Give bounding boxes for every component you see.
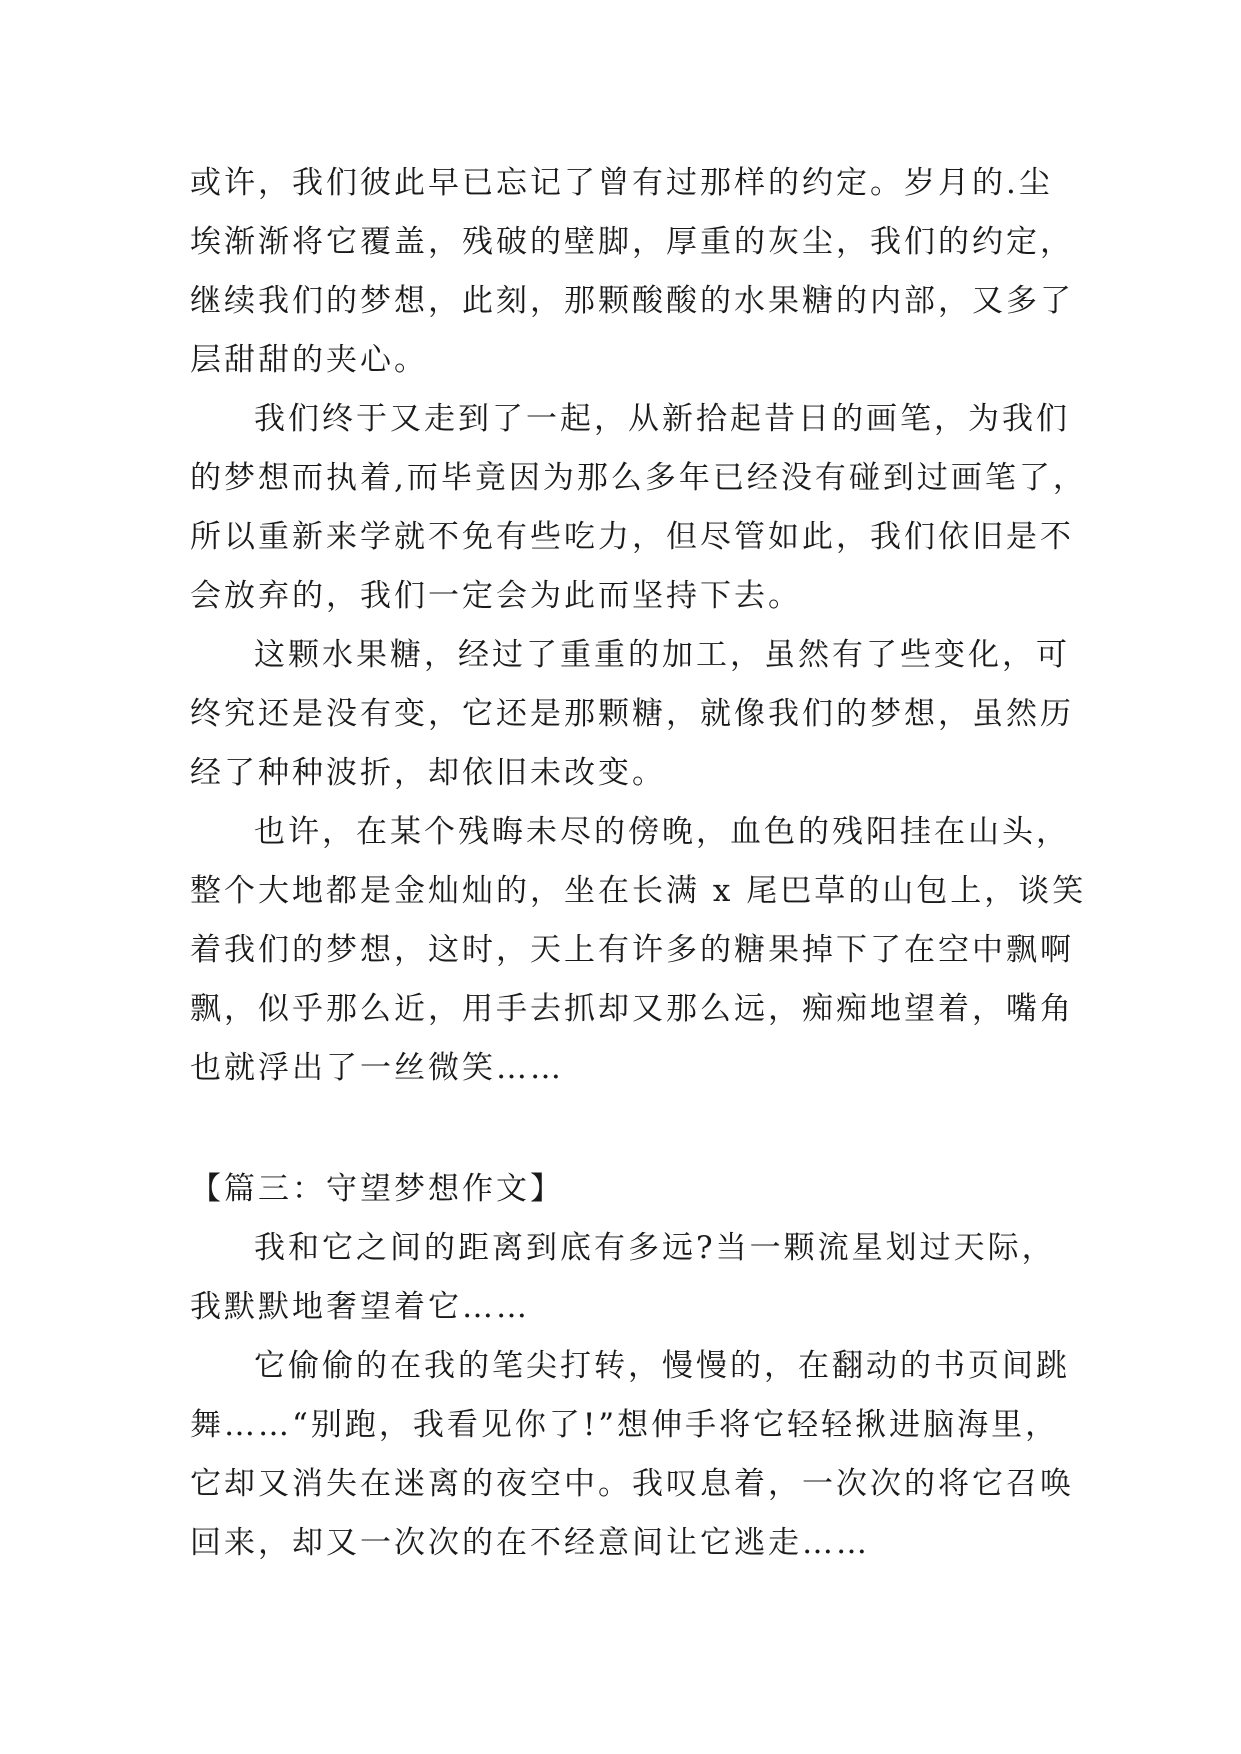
paragraph-line: 也许，在某个残晦未尽的傍晚，血色的残阳挂在山头， <box>254 814 1070 850</box>
paragraph-line: 它偷偷的在我的笔尖打转，慢慢的，在翻动的书页间跳 <box>254 1348 1070 1384</box>
paragraph-1 <box>190 154 1074 390</box>
paragraph-4 <box>190 803 1087 1098</box>
paragraph-line: 或许，我们彼此早已忘记了曾有过那样的约定。岁月的.尘 <box>190 165 1053 201</box>
paragraph-line: 埃渐渐将它覆盖，残破的壁脚，厚重的灰尘，我们的约定， <box>190 224 1074 260</box>
paragraph-line: 经了种种波折，却依旧未改变。 <box>190 755 666 791</box>
paragraph-line: 会放弃的，我们一定会为此而坚持下去。 <box>190 578 802 614</box>
section-paragraph-2 <box>190 1337 1074 1573</box>
paragraph-2 <box>190 390 1087 626</box>
section-spacer <box>190 1098 1070 1160</box>
section-paragraph-1 <box>190 1219 1070 1337</box>
document-body <box>190 154 1087 1573</box>
paragraph-line: 整个大地都是金灿灿的，坐在长满 x 尾巴草的山包上，谈笑 <box>190 873 1087 909</box>
paragraph-line: 的梦想而执着,而毕竟因为那么多年已经没有碰到过画笔了， <box>190 460 1087 496</box>
paragraph-3 <box>190 626 1074 803</box>
paragraph-line: 终究还是没有变，它还是那颗糖，就像我们的梦想，虽然历 <box>190 696 1074 732</box>
paragraph-line: 回来，却又一次次的在不经意间让它逃走…… <box>190 1525 870 1561</box>
paragraph-line: 舞……“别跑，我看见你了!”想伸手将它轻轻揪进脑海里， <box>190 1407 1060 1443</box>
paragraph-line: 也就浮出了一丝微笑…… <box>190 1050 564 1086</box>
paragraph-line: 继续我们的梦想，此刻，那颗酸酸的水果糖的内部，又多了 <box>190 283 1074 319</box>
paragraph-line: 层甜甜的夹心。 <box>190 342 428 378</box>
paragraph-line: 我和它之间的距离到底有多远?当一颗流星划过天际， <box>254 1230 1056 1266</box>
paragraph-line: 所以重新来学就不免有些吃力，但尽管如此，我们依旧是不 <box>190 519 1074 555</box>
paragraph-line: 它却又消失在迷离的夜空中。我叹息着，一次次的将它召唤 <box>190 1466 1074 1502</box>
paragraph-line: 飘，似乎那么近，用手去抓却又那么远，痴痴地望着，嘴角 <box>190 991 1074 1027</box>
paragraph-line: 这颗水果糖，经过了重重的加工，虽然有了些变化，可 <box>254 637 1070 673</box>
paragraph-line: 我默默地奢望着它…… <box>190 1289 530 1325</box>
section-heading: 【篇三：守望梦想作文】 <box>190 1171 564 1207</box>
paragraph-line: 着我们的梦想，这时，天上有许多的糖果掉下了在空中飘啊 <box>190 932 1074 968</box>
paragraph-line: 我们终于又走到了一起，从新拾起昔日的画笔，为我们 <box>254 401 1070 437</box>
